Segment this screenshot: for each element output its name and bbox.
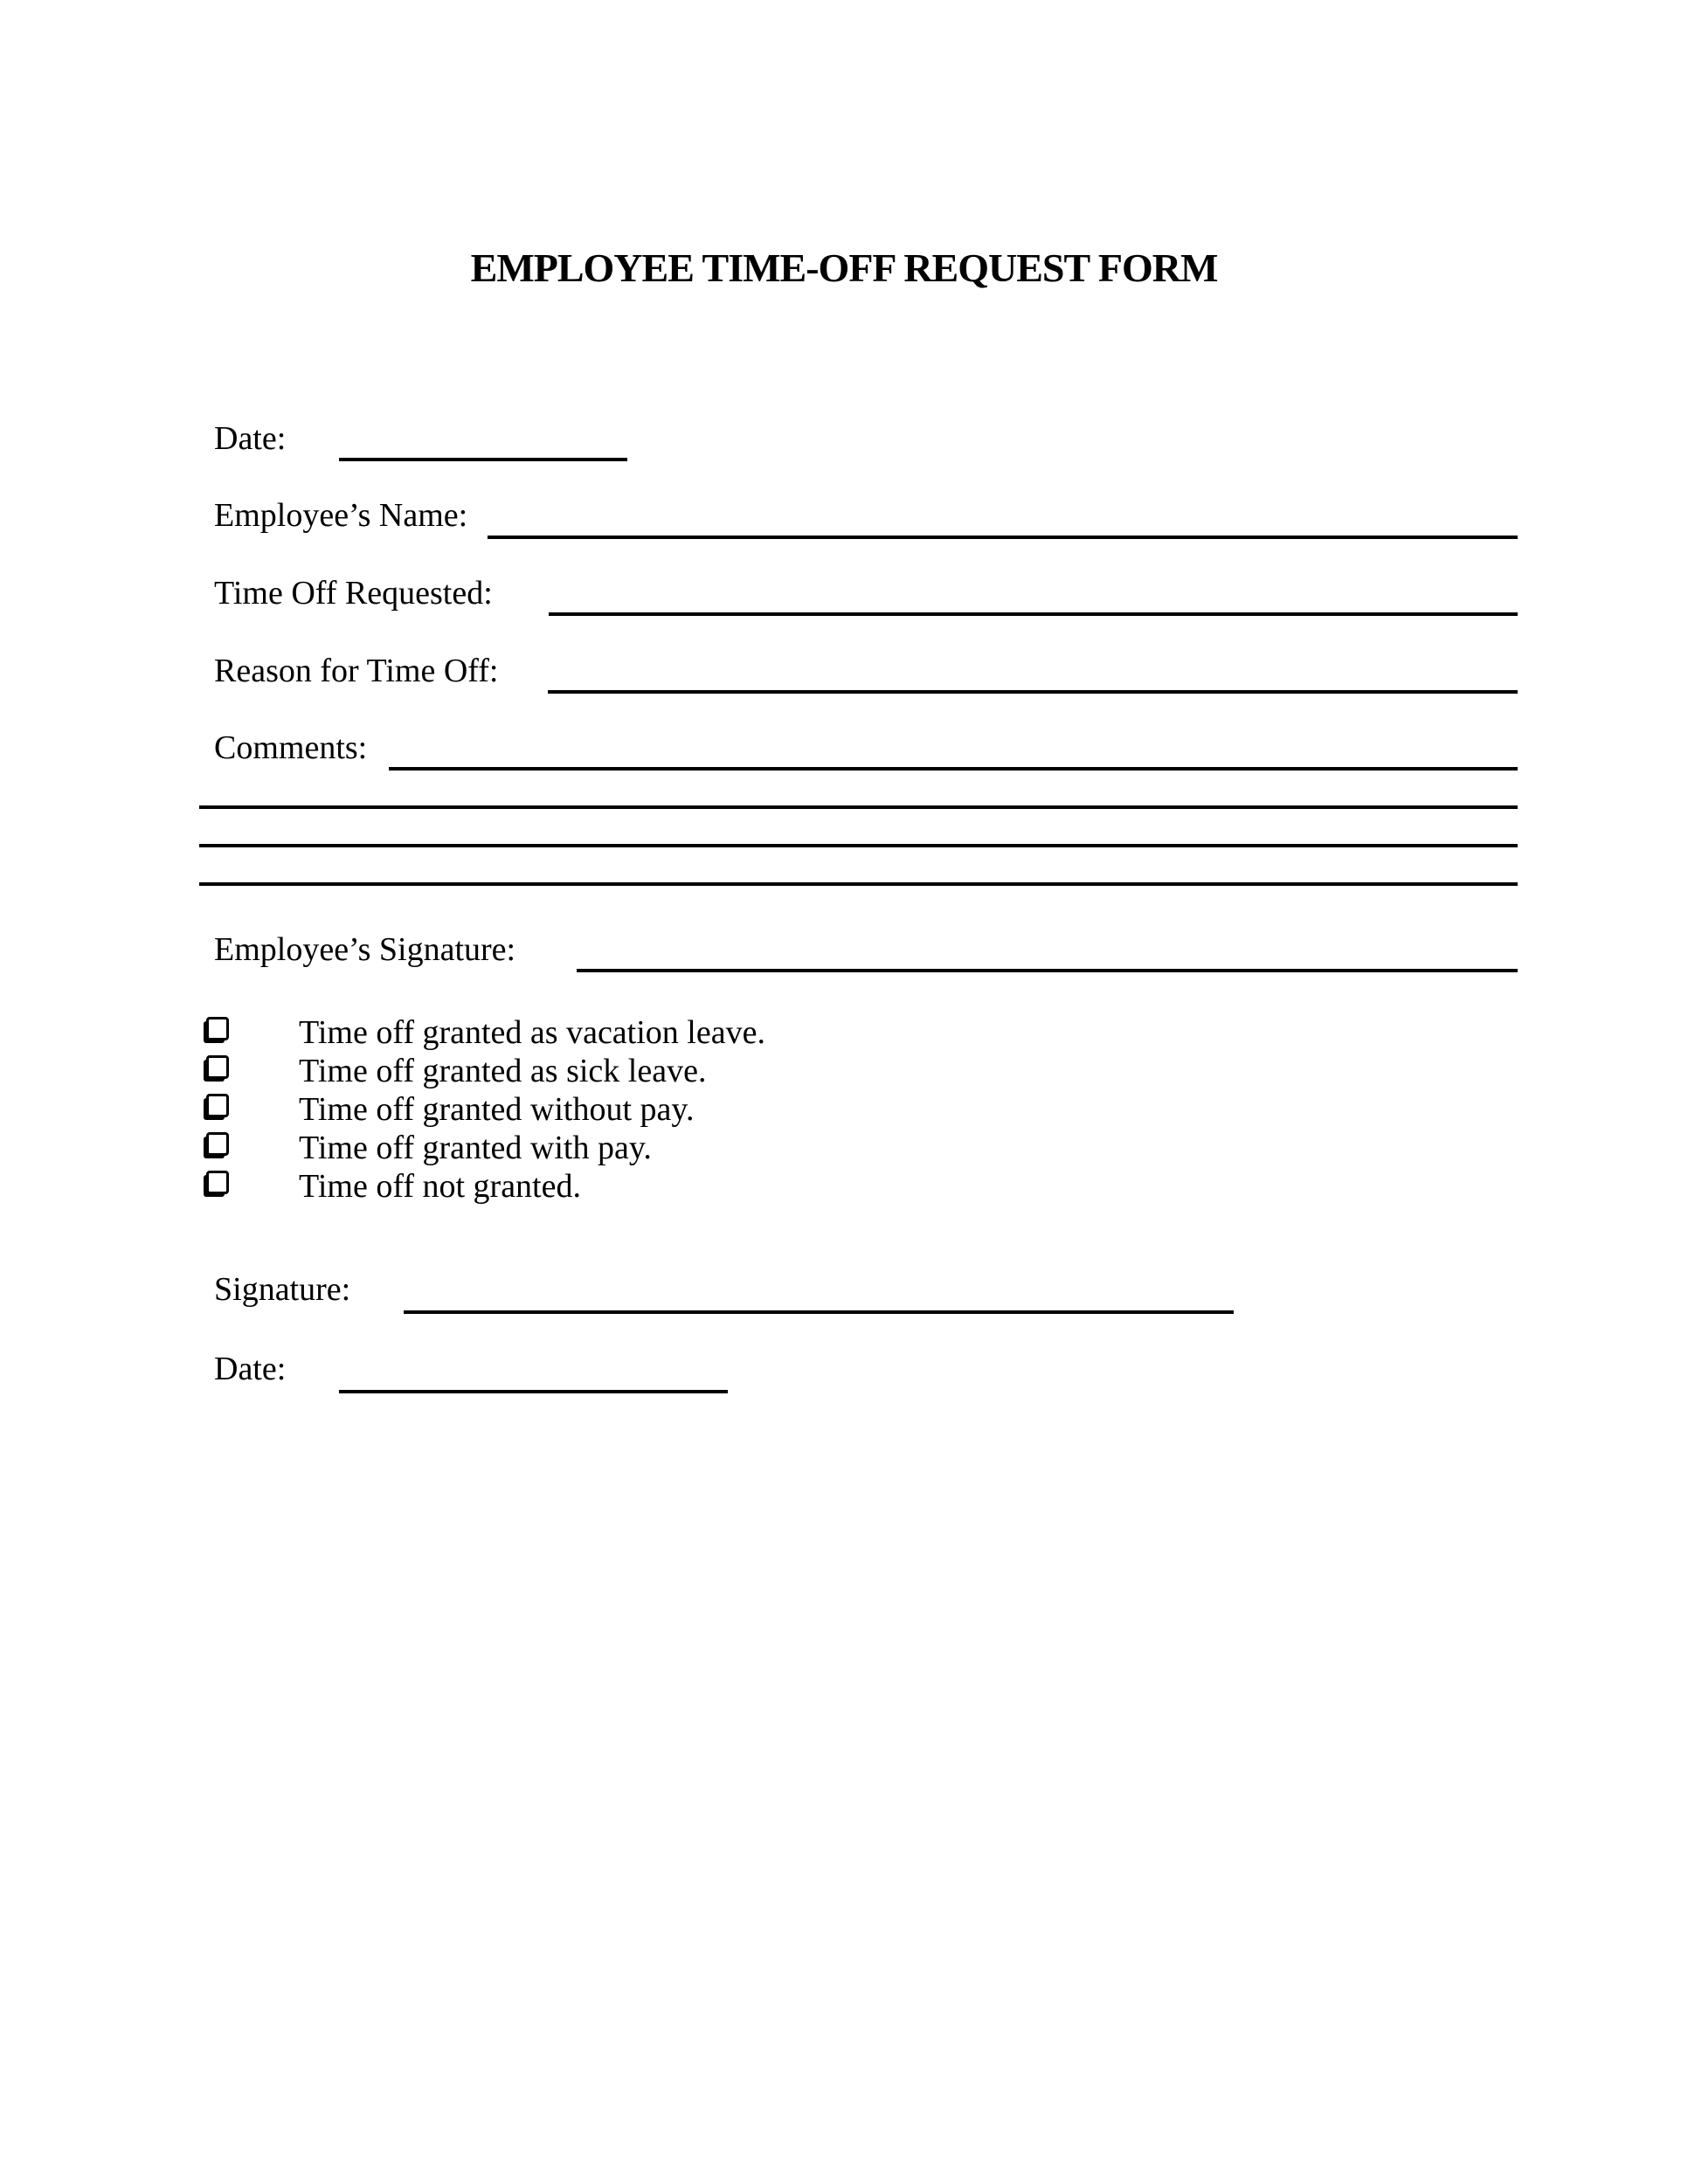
employee-signature-label: Employee’s Signature: — [214, 931, 516, 968]
employee-name-label: Employee’s Name: — [214, 497, 468, 534]
without-pay-checkbox-icon[interactable] — [206, 1094, 229, 1117]
comments-field-line[interactable] — [389, 730, 1518, 771]
approver-signature-field-line[interactable] — [404, 1274, 1234, 1314]
approval-option-label: Time off granted without pay. — [299, 1091, 695, 1128]
with-pay-checkbox-icon[interactable] — [206, 1132, 229, 1156]
request-date-field-line[interactable] — [339, 421, 627, 461]
approval-option-vacation-leave — [206, 1015, 765, 1054]
comments-extra-line-1[interactable] — [199, 769, 1518, 809]
approval-date-field-line[interactable] — [339, 1353, 728, 1393]
not-granted-checkbox-icon[interactable] — [206, 1171, 229, 1194]
request-date-label: Date: — [214, 420, 287, 457]
time-off-requested-field-line[interactable] — [549, 576, 1518, 616]
approval-option-label: Time off granted as sick leave. — [299, 1053, 707, 1089]
approval-options-list — [206, 1015, 765, 1207]
employee-name-field-line[interactable] — [488, 499, 1518, 539]
approval-option-with-pay — [206, 1130, 765, 1169]
approval-date-label: Date: — [214, 1351, 287, 1387]
comments-extra-line-3[interactable] — [199, 846, 1518, 886]
sick-leave-checkbox-icon[interactable] — [206, 1055, 229, 1079]
form-title: EMPLOYEE TIME-OFF REQUEST FORM — [470, 245, 1218, 290]
vacation-leave-checkbox-icon[interactable] — [206, 1017, 229, 1040]
time-off-requested-label: Time Off Requested: — [214, 575, 493, 612]
approval-option-label: Time off granted with pay. — [299, 1130, 652, 1166]
approver-signature-label: Signature: — [214, 1271, 351, 1308]
approval-option-label: Time off not granted. — [299, 1168, 581, 1205]
employee-signature-field-line[interactable] — [577, 932, 1518, 972]
approval-option-not-granted — [206, 1169, 765, 1207]
reason-for-time-off-label: Reason for Time Off: — [214, 653, 499, 689]
comments-extra-line-2[interactable] — [199, 807, 1518, 847]
reason-for-time-off-field-line[interactable] — [548, 653, 1518, 694]
approval-option-label: Time off granted as vacation leave. — [299, 1014, 765, 1051]
comments-label: Comments: — [214, 729, 368, 766]
approval-option-without-pay — [206, 1092, 765, 1130]
approval-option-sick-leave — [206, 1054, 765, 1092]
